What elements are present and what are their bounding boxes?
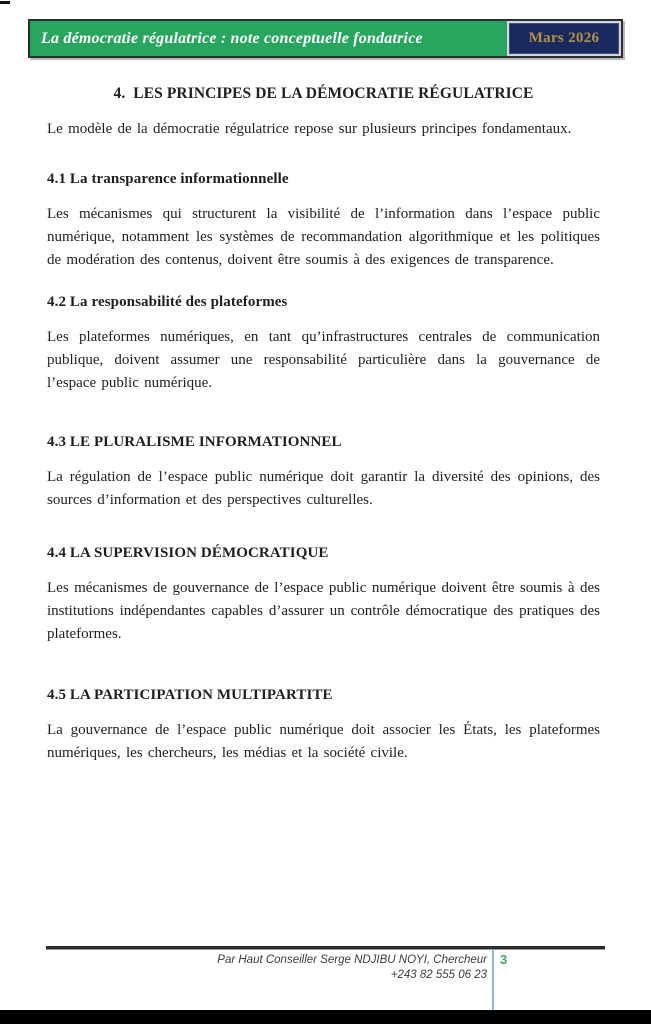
- scan-artifact: [0, 1, 10, 4]
- section-4-5-heading: 4.5 LA PARTICIPATION MULTIPARTITE: [47, 687, 333, 703]
- footer-phone-line: +243 82 555 06 23: [390, 969, 487, 981]
- footer-credit: [46, 953, 487, 983]
- section-4-3-paragraph: La régulation de l’espace public numérique doit garantir la diversité des opinions, des sources d’information et des perspectives culturelles.: [47, 469, 600, 508]
- section-4-main-heading: 4. LES PRINCIPES DE LA DÉMOCRATIE RÉGULATRICE: [113, 85, 534, 102]
- scan-bottom-bar: [0, 1010, 651, 1024]
- footer-author-line: Par Haut Conseiller Serge NDJIBU NOYI, Chercheur: [217, 954, 487, 966]
- section-4-5-paragraph: La gouvernance de l’espace public numérique doit associer les États, les plateformes numériques, les chercheurs, les médias et la société civile.: [47, 722, 600, 761]
- page-header-banner: [28, 19, 623, 58]
- section-4-3-heading: 4.3 LE PLURALISME INFORMATIONNEL: [47, 434, 342, 450]
- section-4-3: [47, 432, 600, 512]
- page-number: 3: [500, 952, 508, 967]
- section-4-1: [47, 169, 600, 272]
- section-4-2-paragraph: Les plateformes numériques, en tant qu’infrastructures centrales de communication publique, doivent assumer une responsabilité particulière dans la gouvernance de l’espace public numérique.: [47, 329, 600, 391]
- section-4-1-heading: 4.1 La transparence informationnelle: [47, 171, 289, 187]
- footer-divider-line: [492, 950, 494, 1011]
- date-badge: Mars 2026: [507, 21, 621, 56]
- section-4-1-paragraph: Les mécanismes qui structurent la visibilité de l’information dans l’espace public numérique, notamment les systèmes de recommandation algorithmique et les politiques de modération des contenus, doivent être soumis à des exigences de transparence.: [47, 206, 600, 268]
- section-4-5: [47, 685, 600, 765]
- intro-paragraph: Le modèle de la démocratie régulatrice repose sur plusieurs principes fondamentaux.: [47, 121, 572, 137]
- section-4-4-heading: 4.4 LA SUPERVISION DÉMOCRATIQUE: [47, 545, 329, 561]
- section-4-4: [47, 543, 600, 646]
- section-4-2: [47, 292, 600, 395]
- document-body: [47, 84, 600, 765]
- section-4-2-heading: 4.2 La responsabilité des plateformes: [47, 294, 288, 310]
- section-4-4-paragraph: Les mécanismes de gouvernance de l’espace public numérique doivent être soumis à des institutions indépendantes capables d’assurer un contrôle démocratique des pratiques des plateformes.: [47, 580, 600, 642]
- document-title: La démocratie régulatrice : note conceptuelle fondatrice: [41, 29, 423, 47]
- footer-rule: [46, 946, 605, 950]
